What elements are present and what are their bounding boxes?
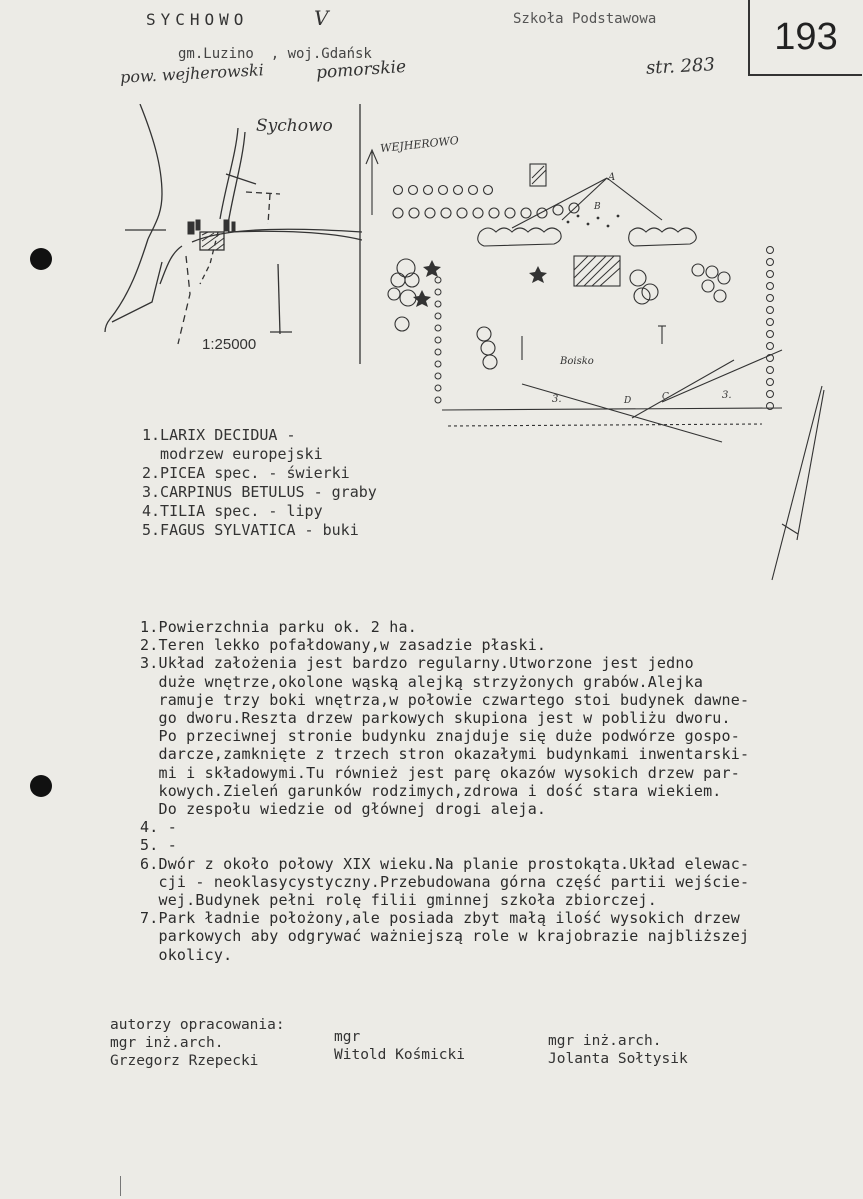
authors-block-middle <box>334 1028 465 1064</box>
note-line: wej.Budynek pełni rolę filii gminnej szkoła zbiorczej. <box>140 891 657 910</box>
authors-heading: autorzy opracowania: <box>110 1017 285 1033</box>
point-c-label: C <box>662 392 669 402</box>
author-name: Jolanta Sołtysik <box>548 1051 688 1067</box>
species-line: 2.PICEA spec. - świerki <box>142 464 350 482</box>
species-line: 1.LARIX DECIDUA - <box>142 426 296 444</box>
page-number-box <box>748 0 862 76</box>
point-b-label: B <box>594 202 601 212</box>
species-line: 5.FAGUS SYLVATICA - buki <box>142 521 359 539</box>
note-line: okolicy. <box>140 945 233 964</box>
punch-hole-top <box>30 248 52 270</box>
note-line: 2.Teren lekko pofałdowany,w zasadzie płaski. <box>140 636 547 655</box>
note-line: 5. - <box>140 836 177 855</box>
place-name: SYCHOWO <box>146 10 249 29</box>
point-a-label: A <box>608 172 616 183</box>
direction-label: WEJHEROWO <box>379 133 460 156</box>
handwritten-page-ref: str. 283 <box>645 54 716 79</box>
note-line: 3.Układ założenia jest bardzo regularny.Utworzone jest jedno <box>140 654 694 673</box>
margin-tick <box>120 1176 121 1196</box>
park-plan <box>362 120 852 590</box>
note-line: 7.Park ładnie położony,ale posiada zbyt małą ilość wysokich drzew <box>140 909 740 928</box>
location-map-title: Sychowo <box>256 116 333 136</box>
note-line: cji - neoklasycystyczny.Przebudowana górna część partii wejście- <box>140 872 750 891</box>
note-line: go dworu.Reszta drzew parkowych skupiona jest w pobliżu dworu. <box>140 709 731 728</box>
authors-block-right <box>548 1032 688 1068</box>
author-name: Grzegorz Rzepecki <box>110 1053 259 1069</box>
note-line: duże wnętrze,okolone wąską alejką strzyżonych grabów.Alejka <box>140 672 704 691</box>
location-map <box>100 104 362 364</box>
note-line: Po przeciwnej stronie budynku znajduje się duże podwórze gospo- <box>140 727 740 746</box>
note-line: darcze,zamknięte z trzech stron okazałymi budynkami inwentarski- <box>140 745 750 764</box>
handwritten-powiat: pow. wejherowski <box>119 60 265 87</box>
note-line: 6.Dwór z około połowy XIX wieku.Na planie prostokąta.Układ elewac- <box>140 854 750 873</box>
species-line: modrzew europejski <box>142 445 323 463</box>
punch-hole-bottom <box>30 775 52 797</box>
species-legend <box>142 426 377 540</box>
note-line: kowych.Zieleń garunków rodzimych,zdrowa i dość stara wiekiem. <box>140 781 722 800</box>
park-plan-drawing <box>362 120 852 590</box>
note-line: 1.Powierzchnia parku ok. 2 ha. <box>140 618 417 636</box>
author-title: mgr inż.arch. <box>110 1035 224 1051</box>
number-3-right: 3. <box>722 390 732 401</box>
page-number: 193 <box>774 15 838 58</box>
author-name: Witold Kośmicki <box>334 1047 465 1063</box>
admin-line: gm.Luzino , woj.Gdańsk <box>178 46 372 62</box>
map-scale: 1:25000 <box>202 336 257 353</box>
location-map-drawing <box>100 104 362 364</box>
handwritten-region: pomorskie <box>315 56 407 84</box>
note-line: mi i składowymi.Tu również jest parę okazów wysokich drzew par- <box>140 763 740 782</box>
authors-block-left <box>110 1016 285 1070</box>
species-line: 4.TILIA spec. - lipy <box>142 502 323 520</box>
check-mark: V <box>314 6 329 30</box>
pitch-label: Boisko <box>560 356 594 367</box>
description-notes <box>140 618 749 964</box>
note-line: Do zespołu wiedzie od głównej drogi aleja. <box>140 800 547 819</box>
note-line: parkowych aby odgrywać ważniejszą role w krajobrazie najbliższej <box>140 927 750 946</box>
author-title: mgr <box>334 1029 361 1045</box>
school-label: Szkoła Podstawowa <box>513 11 657 27</box>
note-line: ramuje trzy boki wnętrza,w połowie czwartego stoi budynek dawne- <box>140 690 750 709</box>
author-title: mgr inż.arch. <box>548 1033 662 1049</box>
species-line: 3.CARPINUS BETULUS - graby <box>142 483 377 501</box>
point-d-label: D <box>624 396 632 406</box>
note-line: 4. - <box>140 818 177 837</box>
number-3-left: 3. <box>552 394 562 405</box>
